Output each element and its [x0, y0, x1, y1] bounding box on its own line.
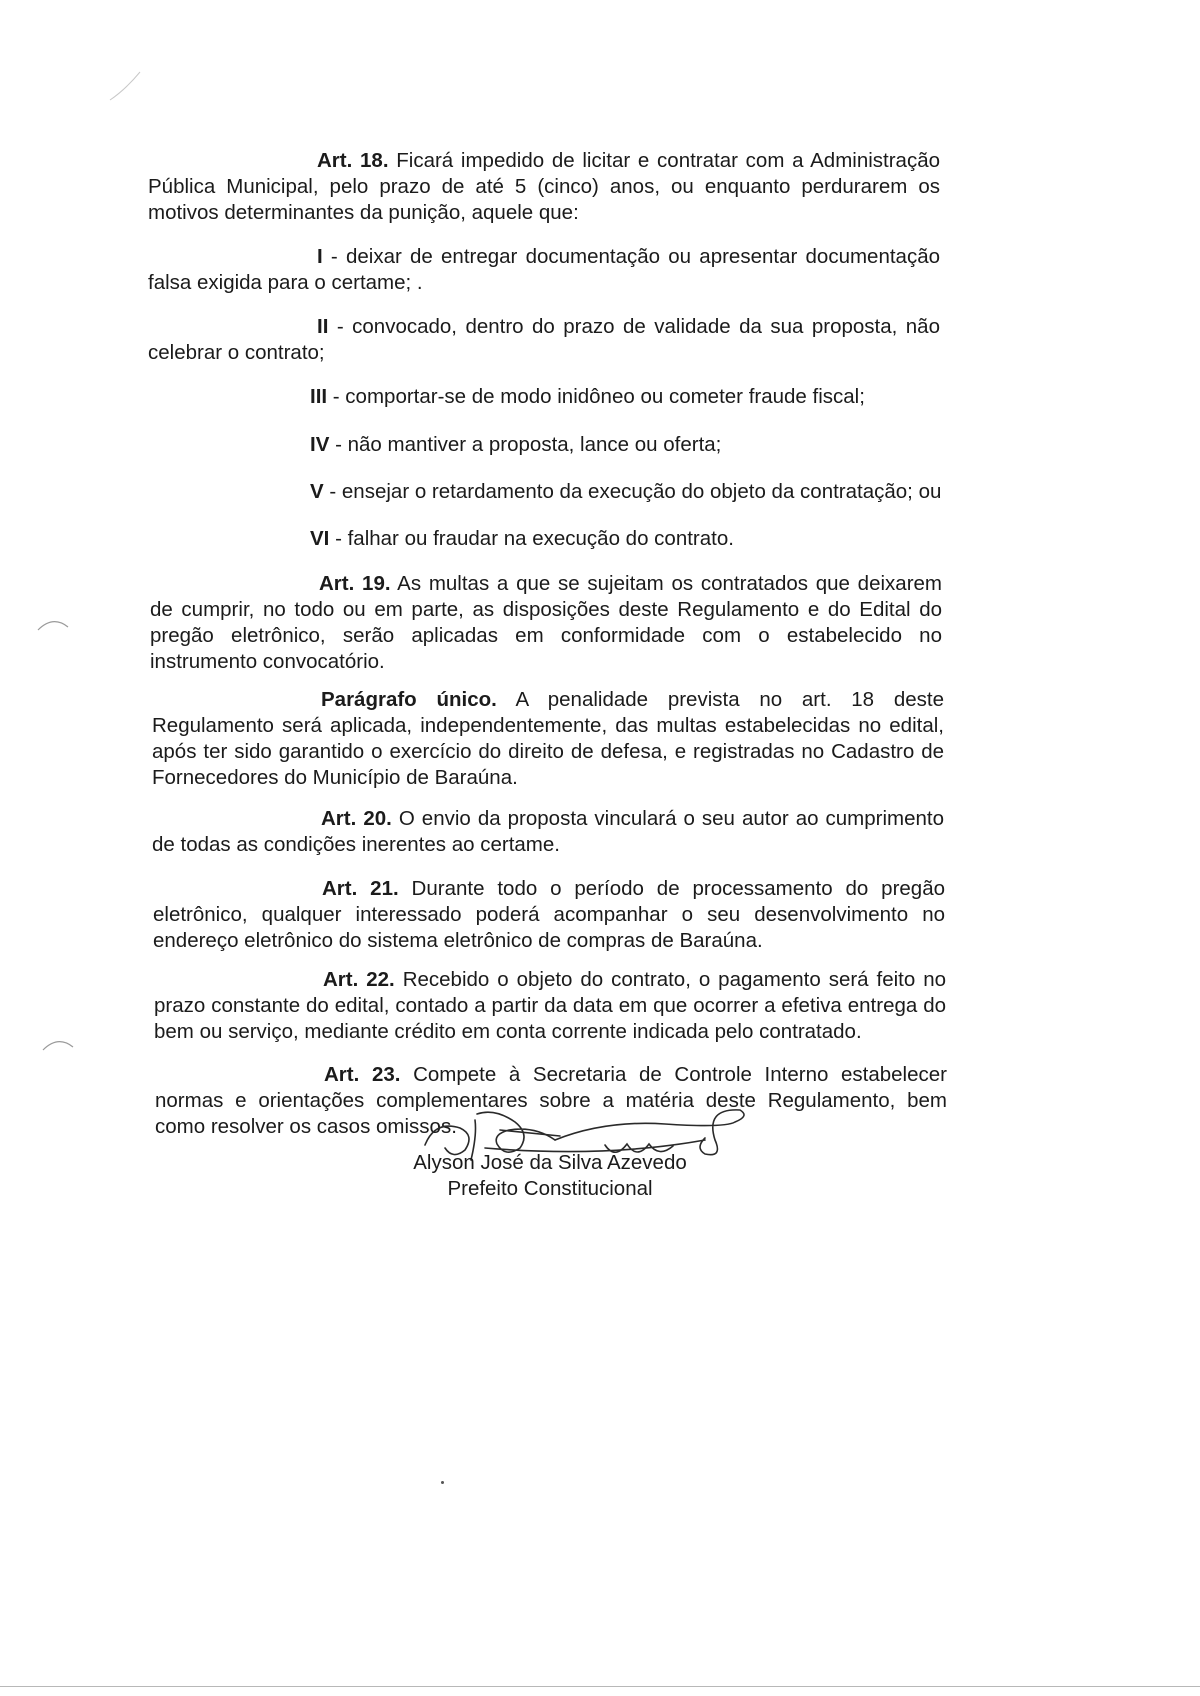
item-ii-label: II — [317, 315, 329, 338]
item-iii-text: - comportar-se de modo inidôneo ou cometer fraude fiscal; — [327, 385, 865, 408]
item-i-paragraph — [148, 244, 940, 296]
art-18-label: Art. 18. — [317, 149, 389, 172]
item-ii-text: - convocado, dentro do prazo de validade da sua proposta, não celebrar o contrato; — [148, 315, 940, 364]
page-bottom-edge — [0, 1686, 1200, 1687]
paragrafo-unico-paragraph — [152, 687, 944, 791]
art-20-label: Art. 20. — [321, 807, 392, 830]
paragrafo-unico-label: Parágrafo único. — [321, 688, 497, 711]
scan-mark-left-lower — [40, 1032, 80, 1062]
item-iv-paragraph — [310, 432, 721, 458]
art-20-text: O envio da proposta vinculará o seu autor ao cumprimento de todas as condições inerentes ao certame. — [152, 807, 945, 856]
item-v-paragraph — [310, 479, 941, 505]
signatory-name: Alyson José da Silva Azevedo — [413, 1151, 687, 1174]
item-ii-paragraph — [148, 314, 940, 366]
scan-mark-top-left — [100, 60, 160, 110]
item-vi-paragraph — [310, 526, 734, 552]
art-21-label: Art. 21. — [322, 877, 399, 900]
item-v-label: V — [310, 480, 324, 503]
art-19-text: As multas a que se sujeitam os contratados que deixarem de cumprir, no todo ou em parte, as disposições deste Regulamento e do Edital do pregão eletrônico, serão aplicadas em conformidade com o estabelecido no instrumento convocatório. — [150, 572, 942, 673]
item-vi-text: - falhar ou fraudar na execução do contrato. — [329, 527, 734, 550]
art-18-paragraph — [148, 148, 940, 226]
item-i-label: I — [317, 245, 323, 268]
art-22-label: Art. 22. — [323, 968, 395, 991]
signatory-title: Prefeito Constitucional — [447, 1177, 653, 1200]
art-22-text: Recebido o objeto do contrato, o pagamento será feito no prazo constante do edital, contado a partir da data em que ocorrer a efetiva entrega do bem ou serviço, mediante crédito em conta corrente indicada pelo contratado. — [154, 968, 946, 1043]
item-iv-label: IV — [310, 433, 330, 456]
art-21-text: Durante todo o período de processamento do pregão eletrônico, qualquer interessado poderá acompanhar o seu desenvolvimento no endereço eletrônico do sistema eletrônico de compras de Baraúna. — [153, 877, 946, 952]
scan-mark-left-upper — [35, 612, 75, 642]
scan-dot — [441, 1481, 444, 1484]
art-19-label: Art. 19. — [319, 572, 391, 595]
item-iv-text: - não mantiver a proposta, lance ou oferta; — [329, 433, 722, 456]
art-19-paragraph — [150, 571, 942, 675]
art-23-label: Art. 23. — [324, 1063, 401, 1086]
art-20-paragraph — [152, 806, 944, 858]
art-18-text: Ficará impedido de licitar e contratar com a Administração Pública Municipal, pelo prazo de até 5 (cinco) anos, ou enquanto perdurarem os motivos determinantes da punição, aquele que: — [148, 149, 941, 224]
item-iii-paragraph — [310, 384, 865, 410]
art-21-paragraph — [153, 876, 945, 954]
item-iii-label: III — [310, 385, 328, 408]
art-23-text: Compete à Secretaria de Controle Interno estabelecer normas e orientações complementares sobre a matéria deste Regulamento, bem como resolver os casos omissos. — [155, 1063, 947, 1138]
art-22-paragraph — [154, 967, 946, 1045]
item-vi-label: VI — [310, 527, 330, 550]
signature-block — [380, 1150, 720, 1202]
paragrafo-unico-text: A penalidade prevista no art. 18 deste Regulamento será aplicada, independentemente, das multas estabelecidas no edital, após ter sido garantido o exercício do direito de defesa, e registradas no Cadastro de Fornecedores do Município de Baraúna. — [152, 688, 944, 789]
item-i-text: - deixar de entregar documentação ou apresentar documentação falsa exigida para o certame; . — [148, 245, 940, 294]
item-v-text: - ensejar o retardamento da execução do objeto da contratação; ou — [323, 480, 942, 503]
